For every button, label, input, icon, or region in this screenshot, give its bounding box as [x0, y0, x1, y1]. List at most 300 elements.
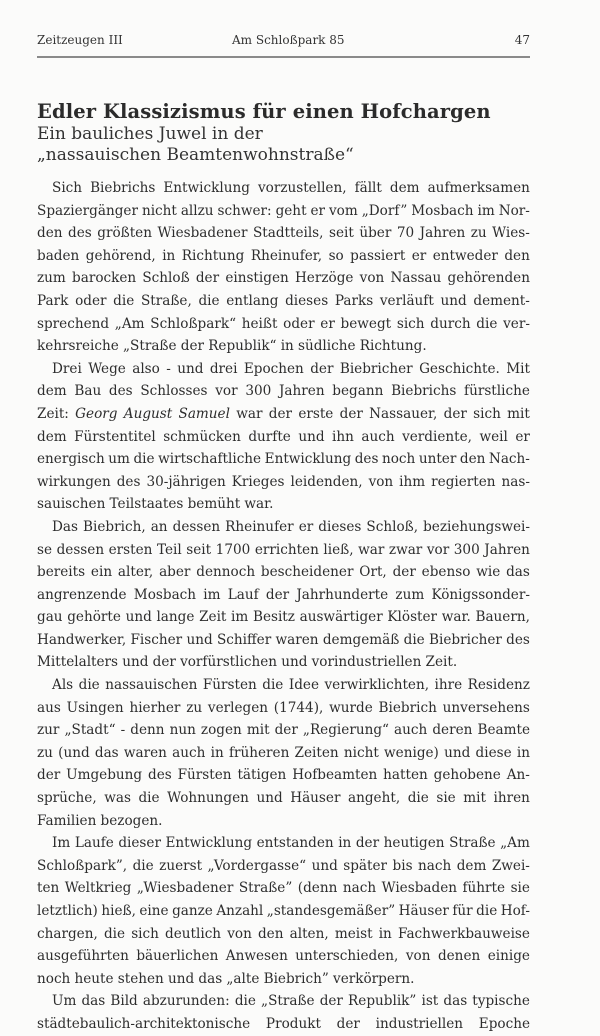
- word: Park: [37, 292, 69, 309]
- text-line: [37, 742, 530, 765]
- subtitle-line: „nassauischen Beamtenwohnstraße“: [37, 145, 354, 165]
- word: heute: [74, 970, 114, 987]
- word: Als: [52, 677, 74, 694]
- word: „standesgemäßer”: [266, 903, 396, 919]
- word: schwer:: [217, 202, 272, 219]
- word: Stadtteils,: [252, 225, 324, 242]
- word: sie: [436, 790, 456, 807]
- word: in: [378, 925, 392, 942]
- word: heutigen: [383, 835, 445, 852]
- word: wirkungen: [37, 473, 111, 490]
- word: und: [122, 654, 149, 671]
- word: in: [280, 338, 294, 355]
- word: Richtung.: [359, 338, 427, 355]
- word: Fürsten: [177, 767, 232, 784]
- word: angrenzende: [37, 586, 127, 603]
- word: Zeiten: [294, 744, 339, 761]
- word: ihre: [434, 677, 463, 694]
- word: hieß,: [101, 903, 136, 919]
- word: die: [103, 925, 126, 942]
- word: Straße,: [140, 292, 192, 309]
- word: gehörend,: [85, 247, 156, 264]
- word: in: [162, 247, 176, 264]
- text-line: [37, 403, 530, 426]
- word: wirtschaftliche: [158, 451, 262, 468]
- word: Zeit: [199, 609, 227, 626]
- word: Produkt: [265, 1015, 321, 1032]
- word: Bauern,: [475, 609, 530, 626]
- word: Wohnungen: [167, 790, 249, 807]
- word: Umgebung: [66, 767, 143, 784]
- word: se: [37, 541, 53, 558]
- word: Schlosses: [140, 383, 208, 400]
- word: bescheidener: [260, 564, 354, 581]
- article-subtitle: [37, 124, 530, 166]
- word: in: [338, 835, 352, 852]
- word: oder: [75, 292, 107, 309]
- word: dieses: [318, 518, 362, 535]
- word: diese: [475, 744, 512, 761]
- word: Biebrich,: [83, 518, 146, 535]
- word: den: [37, 225, 63, 242]
- word: Mosbach: [133, 586, 197, 603]
- running-head-book-title: Zeitzeugen III: [37, 33, 123, 47]
- word: nas-: [501, 473, 530, 490]
- word: er: [298, 518, 314, 535]
- word: gehörenden: [447, 270, 530, 287]
- word: unterschieden,: [295, 948, 399, 965]
- word: Bild: [110, 993, 138, 1010]
- text-line: [37, 267, 530, 290]
- word: angeht,: [348, 790, 401, 807]
- word: hierher: [129, 699, 181, 716]
- word: was: [104, 790, 131, 807]
- word: dement-: [473, 292, 530, 309]
- word: der: [180, 338, 204, 355]
- word: vor: [426, 541, 450, 558]
- word: dem: [37, 383, 67, 400]
- word: zuerst: [159, 857, 203, 874]
- word: in: [516, 744, 530, 761]
- word: nicht: [343, 744, 379, 761]
- word: war.: [244, 496, 274, 513]
- word: „Wiesbadener: [136, 880, 234, 897]
- word: Idee: [288, 677, 319, 694]
- word: gehobene: [433, 767, 501, 784]
- word: schmücken: [163, 428, 241, 445]
- paragraph-first-line: [37, 832, 530, 855]
- word: Schloßpark“: [150, 315, 237, 332]
- word: Handwerker,: [37, 631, 127, 648]
- word: baden: [37, 247, 80, 264]
- word: letztlich): [37, 903, 98, 919]
- word: größten: [97, 225, 152, 242]
- word: Fürstentitel: [74, 428, 156, 445]
- word: die: [198, 292, 220, 309]
- word: Klöster: [387, 609, 438, 626]
- word: denen: [437, 948, 481, 965]
- word: noch: [381, 451, 416, 468]
- word: und: [256, 790, 283, 807]
- word: oder: [283, 315, 315, 332]
- subtitle-line: Ein bauliches Juwel in der: [37, 124, 263, 144]
- word: aber: [159, 564, 191, 581]
- word: und: [125, 609, 152, 626]
- word: Königssonder-: [431, 586, 530, 603]
- word: so: [328, 247, 344, 264]
- text-line: [37, 697, 530, 720]
- word: Krieges: [231, 473, 285, 490]
- word: der: [392, 564, 416, 581]
- paragraph-first-line: [37, 990, 530, 1013]
- word: bezogen.: [100, 812, 163, 829]
- word: für: [452, 903, 473, 919]
- word: 1700: [215, 541, 251, 558]
- word: „Am: [114, 315, 145, 332]
- word: Parks: [334, 292, 374, 309]
- word: gau: [37, 609, 63, 626]
- word: Residenz: [467, 677, 530, 694]
- word: Hofbeamten: [292, 767, 378, 784]
- word: ersten: [108, 541, 153, 558]
- word: sprechend: [37, 315, 110, 332]
- word: Sich: [52, 180, 83, 196]
- word: zu: [186, 699, 203, 716]
- word: „Straße: [123, 338, 177, 355]
- word: Straße: [449, 835, 496, 852]
- word: war.: [441, 609, 471, 626]
- word: Jahren: [278, 383, 325, 400]
- word: auch: [394, 722, 428, 739]
- word: und: [177, 360, 204, 377]
- word: stehen: [117, 970, 164, 987]
- word: allzu: [180, 202, 214, 219]
- word: deren: [432, 722, 473, 739]
- word: aufmerksamen: [427, 180, 530, 196]
- word: Fachwerkbauweise: [397, 925, 530, 942]
- word: Rheinufer,: [250, 247, 323, 264]
- word: im: [203, 586, 221, 603]
- word: meist: [334, 925, 373, 942]
- word: dessen: [56, 541, 105, 558]
- word: Epoche: [478, 1015, 530, 1032]
- text-line: [37, 222, 530, 245]
- word: ließ,: [323, 541, 354, 558]
- text-line: [37, 810, 530, 833]
- word: Nassau: [390, 270, 442, 287]
- article-body: [37, 177, 530, 1036]
- word: leidenden,: [290, 473, 363, 490]
- word: Jahren: [419, 225, 466, 242]
- word: Spaziergänger: [37, 202, 138, 219]
- word: sprüche,: [37, 790, 97, 807]
- word: das: [443, 993, 468, 1010]
- word: im: [231, 609, 249, 626]
- word: früheren: [228, 744, 290, 761]
- word: die: [138, 790, 160, 807]
- word: energisch: [37, 451, 105, 468]
- word: er: [320, 315, 335, 332]
- word: der: [268, 405, 293, 422]
- running-head-chapter: Am Schloßpark 85: [232, 33, 345, 47]
- word: Biebrichs: [90, 180, 156, 196]
- word: zu: [470, 225, 487, 242]
- word: Usingen: [66, 699, 124, 716]
- word: Nassauer,: [369, 405, 438, 422]
- word: die: [113, 292, 135, 309]
- word: ten: [37, 880, 60, 897]
- word: entweder: [432, 247, 498, 264]
- word: der: [152, 654, 176, 671]
- word: ausgeführten: [37, 948, 129, 965]
- word: um: [108, 451, 130, 468]
- text-line: [37, 968, 530, 991]
- text-line: [37, 539, 530, 562]
- word: ihren: [493, 790, 530, 807]
- word: tätigen: [237, 767, 287, 784]
- word: nassauischen: [105, 677, 198, 694]
- paragraph-first-line: [37, 674, 530, 697]
- word: noch: [37, 970, 71, 987]
- word: 300: [453, 541, 480, 558]
- word: das: [198, 970, 223, 987]
- word: Fürsten: [202, 677, 257, 694]
- word: auch: [361, 428, 395, 445]
- word: war: [358, 541, 385, 558]
- word: der: [336, 1015, 360, 1032]
- text-line: [37, 764, 530, 787]
- word: ihn: [332, 428, 354, 445]
- word: kehrsreiche: [37, 338, 119, 355]
- word: der: [339, 405, 363, 422]
- word: 30-jährigen: [146, 473, 226, 490]
- word: mit: [507, 405, 530, 422]
- word: zogen: [200, 722, 242, 739]
- word: chargen,: [37, 925, 98, 942]
- word: die: [407, 790, 429, 807]
- word: errichten: [254, 541, 319, 558]
- word: Republik”: [348, 993, 417, 1010]
- word: Teilstaates: [109, 496, 184, 513]
- word: Mittelalters: [37, 654, 119, 671]
- word: des: [506, 631, 530, 648]
- word: Häuser: [398, 903, 449, 919]
- running-head: [37, 33, 530, 51]
- text-line: [37, 313, 530, 336]
- word: sie: [510, 880, 530, 897]
- paragraph-first-line: [37, 516, 530, 539]
- word: Ort,: [359, 564, 387, 581]
- word: Entwicklung: [165, 835, 253, 852]
- word: „Stadt“: [64, 722, 116, 739]
- word: er: [310, 202, 326, 219]
- word: dem: [456, 857, 487, 874]
- word: Entwicklung: [163, 180, 250, 196]
- word: „Am: [500, 835, 530, 852]
- word: Republik“: [208, 338, 277, 355]
- word: Besitz: [252, 609, 295, 626]
- word: nach: [342, 880, 377, 897]
- word: Geschichte.: [419, 360, 500, 377]
- word: unter: [418, 451, 457, 468]
- word: waren: [275, 631, 319, 648]
- word: von: [405, 948, 431, 965]
- word: Wies-: [492, 225, 530, 242]
- word: Familien: [37, 812, 97, 829]
- word: der: [37, 767, 61, 784]
- word: unversehens: [442, 699, 530, 716]
- word: seit: [186, 541, 212, 558]
- word: -: [120, 722, 126, 739]
- article-title: Edler Klassizismus für einen Hofchargen: [37, 100, 491, 123]
- word: führte: [462, 880, 506, 897]
- word: Jahrhunderte: [296, 586, 389, 603]
- word: Wiesbadener: [157, 225, 248, 242]
- word: der: [265, 586, 290, 603]
- word: dessen: [172, 518, 221, 535]
- word: ein: [90, 564, 113, 581]
- word: durch: [430, 315, 471, 332]
- word: Entwicklung: [264, 451, 352, 468]
- text-line: [37, 380, 530, 403]
- word: im: [477, 202, 495, 219]
- word: Schloß,: [366, 518, 419, 535]
- word: die: [133, 451, 155, 468]
- word: hatten: [383, 767, 428, 784]
- text-line: [37, 426, 530, 449]
- word: dieses: [285, 292, 329, 309]
- word: sich: [473, 405, 501, 422]
- word: Lauf: [227, 586, 259, 603]
- word: und: [167, 970, 195, 987]
- word: wurde: [329, 699, 373, 716]
- word: die: [78, 677, 100, 694]
- word: die: [132, 857, 154, 874]
- word: also: [132, 360, 160, 377]
- word: Richtung: [181, 247, 245, 264]
- word: der: [195, 270, 220, 287]
- word: verwirklichten,: [324, 677, 430, 694]
- word: nicht: [141, 202, 177, 219]
- word: (und: [58, 744, 90, 761]
- word: dem: [389, 180, 420, 196]
- word: den: [257, 925, 284, 942]
- text-line: [37, 335, 530, 358]
- text-line: [37, 877, 530, 900]
- word: Beamte: [477, 722, 530, 739]
- word: auch: [172, 744, 206, 761]
- text-line: [37, 584, 530, 607]
- word: Nach-: [488, 451, 530, 468]
- word: verläuft: [379, 292, 434, 309]
- word: des: [116, 473, 141, 490]
- word: ist: [421, 993, 439, 1010]
- word: bemüht: [187, 496, 241, 513]
- word: weil: [479, 428, 508, 445]
- word: Schiffer: [216, 631, 272, 648]
- word: erste: [298, 405, 334, 422]
- word: Mit: [506, 360, 530, 377]
- word: von: [227, 925, 252, 942]
- word: Jahren: [484, 541, 530, 558]
- word: er: [411, 247, 427, 264]
- word: war: [236, 405, 263, 422]
- word: denn: [130, 722, 165, 739]
- word: und: [186, 631, 213, 648]
- word: und: [440, 292, 467, 309]
- word: fällt: [354, 180, 382, 196]
- text-line: [37, 448, 530, 471]
- word: zur: [37, 722, 60, 739]
- word: Wiesbaden: [381, 880, 458, 897]
- text-line: [37, 561, 530, 584]
- word: und: [311, 857, 338, 874]
- word: der: [319, 993, 343, 1010]
- word: Biebrich: [378, 699, 437, 716]
- word: wie: [476, 564, 501, 581]
- word: über: [359, 225, 392, 242]
- word: alten,: [289, 925, 329, 942]
- text-line: [37, 787, 530, 810]
- word: Wege: [88, 360, 126, 377]
- word: Schloßpark”,: [37, 857, 128, 874]
- word: die: [234, 993, 256, 1010]
- word: vorfürstlichen: [180, 654, 278, 671]
- word: drei: [209, 360, 238, 377]
- word: typische: [472, 993, 530, 1010]
- word: in: [210, 744, 224, 761]
- italic-word: Samuel: [178, 405, 230, 422]
- word: „Dorf”: [361, 202, 408, 219]
- word: entlang: [226, 292, 279, 309]
- word: Im: [52, 835, 71, 852]
- word: An-: [506, 767, 530, 784]
- word: Weltkrieg: [64, 880, 132, 897]
- word: zum: [395, 586, 425, 603]
- word: die: [476, 315, 498, 332]
- word: Laufe: [74, 835, 114, 852]
- word: bewegt: [340, 315, 392, 332]
- word: seit: [328, 225, 354, 242]
- word: deutlich: [165, 925, 222, 942]
- word: sich: [396, 315, 425, 332]
- word: das: [81, 993, 106, 1010]
- word: barocken: [72, 270, 137, 287]
- word: 300: [245, 383, 272, 400]
- word: dennoch: [196, 564, 256, 581]
- word: ver-: [503, 315, 530, 332]
- word: der: [443, 405, 467, 422]
- word: Anzahl: [216, 903, 264, 919]
- word: entstanden: [256, 835, 334, 852]
- word: Biebrich”: [263, 970, 329, 987]
- text-line: [37, 471, 530, 494]
- word: abzurunden:: [142, 993, 230, 1010]
- word: Zeit:: [37, 405, 69, 422]
- text-line: [37, 945, 530, 968]
- word: passiert: [350, 247, 406, 264]
- word: eine: [139, 903, 169, 919]
- word: Nor-: [498, 202, 530, 219]
- paragraph-first-line: [37, 177, 530, 200]
- word: die: [403, 631, 425, 648]
- word: die: [262, 677, 284, 694]
- word: Rheinufer: [225, 518, 294, 535]
- word: städtebaulich-architektonische: [37, 1015, 251, 1032]
- word: nun: [169, 722, 196, 739]
- word: Mosbach: [411, 202, 474, 219]
- text-line: [37, 855, 530, 878]
